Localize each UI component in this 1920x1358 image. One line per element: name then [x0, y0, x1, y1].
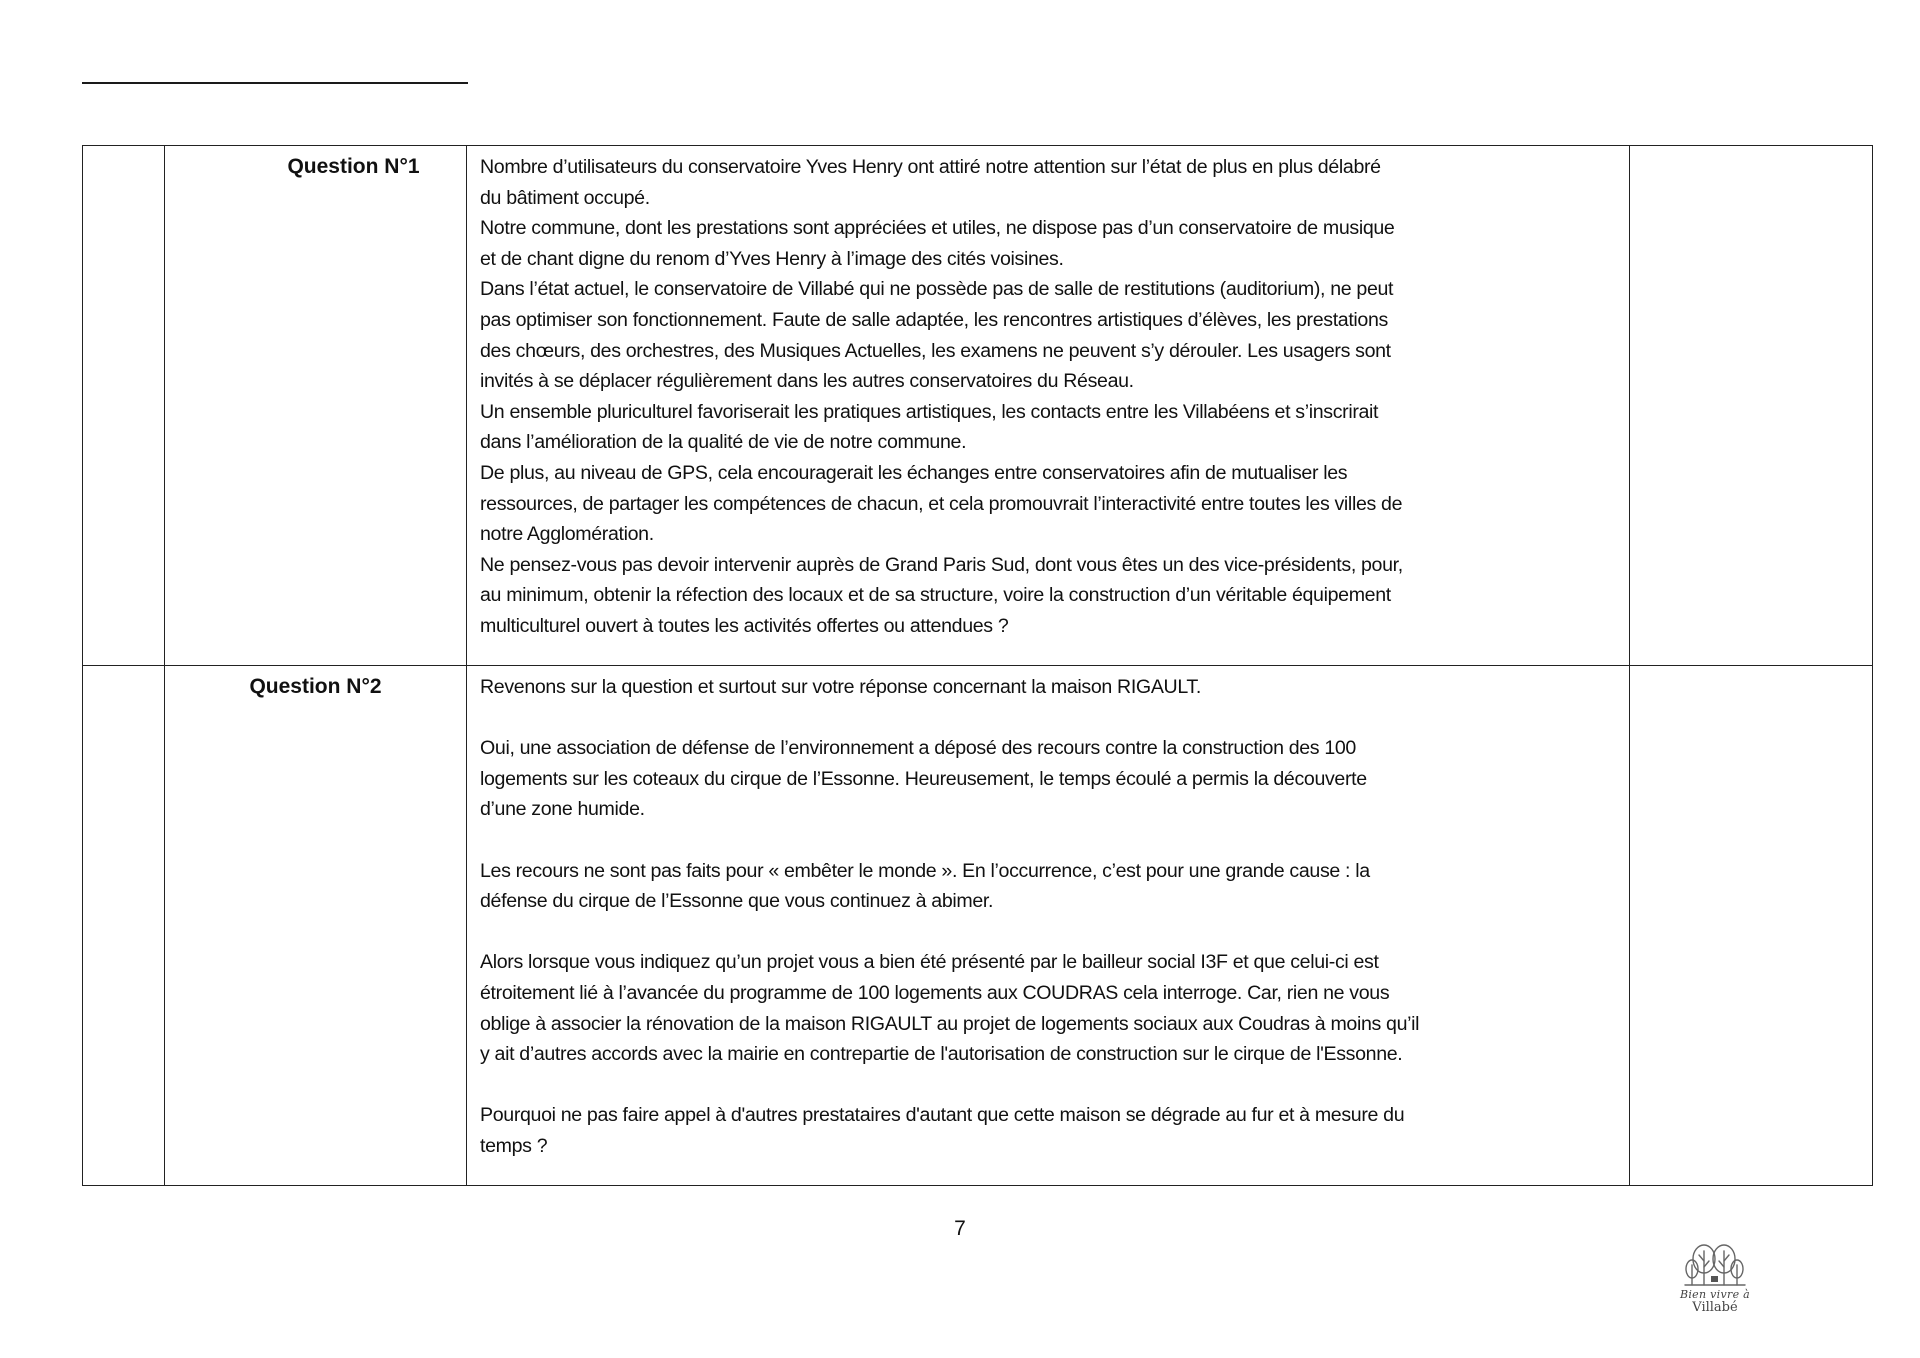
text-line: Pourquoi ne pas faire appel à d'autres prestataires d'autant que cette maison se dégrade au fur et à mesure du: [480, 1104, 1405, 1127]
text-line: des chœurs, des orchestres, des Musiques Actuelles, les examens ne peuvent s’y dérouler. Les usagers sont: [480, 339, 1391, 362]
logo-town-name: Villabé: [1692, 1300, 1738, 1315]
text-line: au minimum, obtenir la réfection des locaux et de sa structure, voire la construction d’un véritable équipement: [480, 584, 1391, 607]
text-line: Ne pensez-vous pas devoir intervenir auprès de Grand Paris Sud, dont vous êtes un des vice-présidents, pour,: [480, 553, 1403, 576]
text-line: Oui, une association de défense de l’environnement a déposé des recours contre la construction des 100: [480, 737, 1356, 760]
text-line: Dans l’état actuel, le conservatoire de Villabé qui ne possède pas de salle de restitutions (auditorium), ne peut: [480, 278, 1394, 301]
text-line: dans l’amélioration de la qualité de vie de notre commune.: [480, 431, 967, 454]
text-line: [480, 703, 1619, 734]
text-line: [480, 825, 1619, 856]
text-line: Notre commune, dont les prestations sont appréciées et utiles, ne dispose pas d’un conservatoire de musique: [480, 217, 1395, 240]
text-line: d’une zone humide.: [480, 798, 645, 821]
text-line: ressources, de partager les compétences de chacun, et cela promouvrait l’interactivité entre toutes les villes de: [480, 492, 1403, 515]
question-text: [467, 146, 1629, 642]
text-line: Un ensemble pluriculturel favoriserait les pratiques artistiques, les contacts entre les Villabéens et s’inscrirait: [480, 400, 1379, 423]
row-index-cell: [83, 146, 165, 666]
question-label: Question N°2: [249, 675, 382, 698]
house-with-trees-icon: [1683, 1243, 1747, 1289]
text-line: étroitement lié à l’avancée du programme de 100 logements aux COUDRAS cela interroge. Car, rien ne vous: [480, 981, 1390, 1004]
answer-notes-cell: [1630, 666, 1873, 1186]
text-line: oblige à associer la rénovation de la maison RIGAULT au projet de logements sociaux aux Coudras à moins qu’il: [480, 1012, 1420, 1035]
text-line: défense du cirque de l’Essonne que vous continuez à abimer.: [480, 890, 994, 913]
text-line: [480, 1070, 1619, 1101]
question-label-cell: [165, 146, 467, 666]
logo: [1668, 1243, 1762, 1323]
text-line: temps ?: [480, 1134, 548, 1157]
text-line: Les recours ne sont pas faits pour « embêter le monde ». En l’occurrence, c’est pour une grande cause : la: [480, 859, 1370, 882]
text-line: Revenons sur la question et surtout sur votre réponse concernant la maison RIGAULT.: [480, 676, 1201, 698]
table-row-question-2: [83, 666, 1873, 1186]
row-index-cell: [83, 666, 165, 1186]
text-line: [480, 917, 1619, 948]
header-rule: [82, 82, 468, 84]
text-line: logements sur les coteaux du cirque de l’Essonne. Heureusement, le temps écoulé a permis la découverte: [480, 767, 1367, 790]
text-line: multiculturel ouvert à toutes les activités offertes ou attendues ?: [480, 614, 1009, 637]
question-text-cell: [467, 666, 1630, 1186]
text-line: et de chant digne du renom d’Yves Henry à l’image des cités voisines.: [480, 247, 1064, 270]
text-line: du bâtiment occupé.: [480, 186, 650, 209]
table-row-question-1: [83, 146, 1873, 666]
question-text-cell: [467, 146, 1630, 666]
text-line: Nombre d’utilisateurs du conservatoire Yves Henry ont attiré notre attention sur l’état de plus en plus délabré: [480, 156, 1381, 178]
question-label-cell: [165, 666, 467, 1186]
text-line: notre Agglomération.: [480, 523, 654, 546]
text-line: De plus, au niveau de GPS, cela encouragerait les échanges entre conservatoires afin de mutualiser les: [480, 461, 1348, 484]
questions-table: [82, 145, 1873, 1186]
text-line: Alors lorsque vous indiquez qu’un projet vous a bien été présenté par le bailleur social I3F et que celui-ci est: [480, 951, 1379, 974]
answer-notes-cell: [1630, 146, 1873, 666]
logo-tagline: Bien vivre à: [1679, 1288, 1751, 1301]
text-line: pas optimiser son fonctionnement. Faute de salle adaptée, les rencontres artistiques d’élèves, les prestations: [480, 308, 1388, 331]
text-line: y ait d’autres accords avec la mairie en contrepartie de l'autorisation de construction sur le cirque de l'Essonne.: [480, 1043, 1403, 1066]
question-label: Question N°1: [287, 155, 420, 178]
question-text: [467, 666, 1629, 1162]
text-line: invités à se déplacer régulièrement dans les autres conservatoires du Réseau.: [480, 370, 1134, 393]
page-number: 7: [954, 1217, 966, 1240]
